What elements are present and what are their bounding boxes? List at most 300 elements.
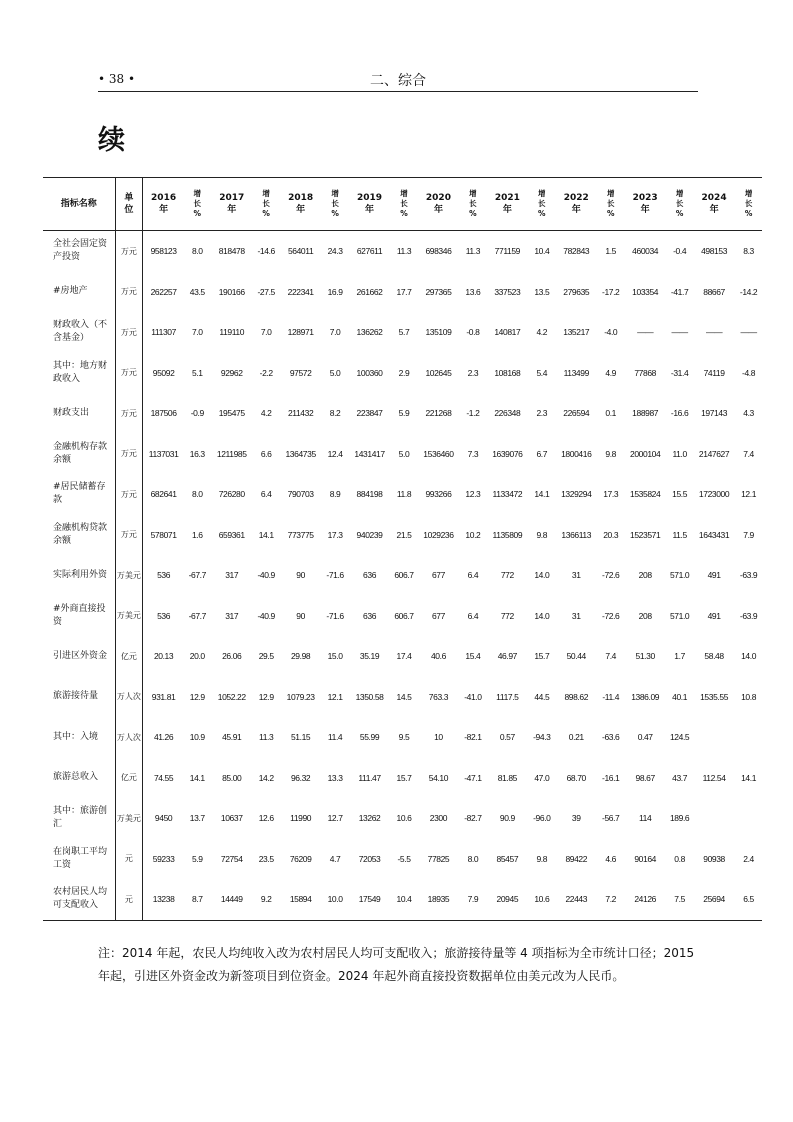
value-cell: 10 xyxy=(434,732,443,743)
unit-cell: 万人次 xyxy=(115,677,143,718)
growth-cell: 15.7 xyxy=(396,772,412,783)
indicator-name: 引进区外资金 xyxy=(43,636,115,677)
growth-cell: -94.3 xyxy=(533,732,551,743)
value-cell: 97572 xyxy=(289,367,312,378)
footnote: 注：2014 年起，农民人均纯收入改为农村居民人均可支配收入；旅游接待量等 4 项指标为全市统计口径；2015 年起，引进区外资金改为新签项目到位资金。2024 年起外商直接投资数据单位由美元改为人民币。 xyxy=(98,946,695,983)
value-cell: 135109 xyxy=(425,327,452,338)
table-body xyxy=(43,231,762,921)
unit-cell: 亿元 xyxy=(115,758,143,799)
growth-cell: 17.3 xyxy=(603,489,619,500)
growth-cell: 2.4 xyxy=(743,853,754,864)
value-cell: 35.19 xyxy=(359,651,380,662)
column-header: 增 长 % xyxy=(184,178,211,231)
growth-cell: -31.4 xyxy=(670,367,689,378)
value-cell: 818478 xyxy=(218,246,245,257)
column-header: 2021 年 xyxy=(486,178,528,231)
unit-cell: 万元 xyxy=(115,231,143,272)
table-row xyxy=(43,434,762,475)
indicator-name: 财政收入（不含基金） xyxy=(43,312,115,353)
value-cell: 108168 xyxy=(494,367,521,378)
value-cell: 208 xyxy=(638,610,652,621)
value-cell: 20.13 xyxy=(153,651,174,662)
growth-cell: 14.1 xyxy=(534,489,550,500)
value-cell: 1350.58 xyxy=(355,691,384,702)
column-header: 增 长 % xyxy=(666,178,693,231)
value-cell: 31 xyxy=(571,570,581,581)
growth-cell: -16.6 xyxy=(670,408,689,419)
column-header: 增 长 % xyxy=(253,178,280,231)
value-cell: 113499 xyxy=(563,367,589,378)
value-cell: 1329294 xyxy=(561,489,592,500)
value-cell: 1800416 xyxy=(561,448,592,459)
value-cell: 102645 xyxy=(425,367,452,378)
growth-cell: -56.7 xyxy=(602,813,620,824)
growth-cell: 606.7 xyxy=(394,610,414,621)
growth-cell: -67.7 xyxy=(188,610,206,621)
value-cell: 221268 xyxy=(425,408,452,419)
value-cell: 20945 xyxy=(486,879,528,920)
growth-cell: 10.6 xyxy=(528,879,555,920)
value-cell: 51.15 xyxy=(290,732,311,743)
growth-cell: -4.0 xyxy=(604,327,618,338)
indicator-name: 其中：地方财政收入 xyxy=(43,353,115,394)
unit-cell: 万美元 xyxy=(115,596,143,637)
growth-cell: -17.2 xyxy=(602,286,620,297)
value-cell: 51.30 xyxy=(635,651,655,662)
growth-cell: 10.4 xyxy=(534,246,550,257)
growth-cell: 20.0 xyxy=(189,651,205,662)
table-row xyxy=(43,717,762,758)
column-header: 2018 年 xyxy=(280,178,322,231)
column-header: 2019 年 xyxy=(348,178,390,231)
value-cell: 90 xyxy=(296,610,305,621)
table-header-row xyxy=(43,178,762,231)
growth-cell: 12.4 xyxy=(327,448,343,459)
value-cell: 0.57 xyxy=(499,732,515,743)
value-cell: 119110 xyxy=(219,327,245,338)
growth-cell: 7.4 xyxy=(605,651,617,662)
value-cell: 491 xyxy=(707,610,721,621)
table-row xyxy=(43,515,762,556)
value-cell: 17549 xyxy=(348,879,390,920)
value-cell: 1211985 xyxy=(216,448,247,459)
growth-cell: 2.9 xyxy=(398,367,410,378)
value-cell: 59233 xyxy=(152,853,175,864)
value-cell: 26.06 xyxy=(222,651,242,662)
growth-cell: 8.2 xyxy=(329,408,341,419)
value-cell: —— xyxy=(637,327,654,338)
value-cell: 72754 xyxy=(220,853,243,864)
unit-cell: 万元 xyxy=(115,434,143,475)
value-cell: 993266 xyxy=(425,489,452,500)
growth-cell: 8.9 xyxy=(329,489,341,500)
value-cell: 782843 xyxy=(563,246,590,257)
table-row xyxy=(43,474,762,515)
growth-cell: -63.9 xyxy=(739,570,758,581)
value-cell: 1536460 xyxy=(423,448,454,459)
value-cell: 1079.23 xyxy=(286,691,315,702)
growth-cell: -71.6 xyxy=(326,570,344,581)
unit-cell: 万美元 xyxy=(115,555,143,596)
growth-cell: 13.7 xyxy=(189,813,205,824)
growth-cell: 9.8 xyxy=(605,448,617,459)
value-cell: 9450 xyxy=(154,813,173,824)
growth-cell: -82.7 xyxy=(464,813,482,824)
value-cell: 208 xyxy=(638,570,652,581)
value-cell xyxy=(693,717,735,758)
growth-cell: 8.7 xyxy=(184,879,211,920)
growth-cell: —— xyxy=(671,327,688,338)
growth-cell: 43.7 xyxy=(672,772,688,783)
growth-cell: 12.7 xyxy=(327,813,343,824)
unit-cell: 万元 xyxy=(115,393,143,434)
growth-cell: 11.0 xyxy=(672,448,687,459)
growth-cell: -63.9 xyxy=(739,610,758,621)
value-cell: 24126 xyxy=(624,879,666,920)
value-cell: 564011 xyxy=(287,246,314,257)
growth-cell: 11.4 xyxy=(327,732,343,743)
value-cell: 1535.55 xyxy=(700,691,729,702)
value-cell: 297365 xyxy=(425,286,452,297)
growth-cell: 11.5 xyxy=(672,529,687,540)
value-cell: 636 xyxy=(363,570,377,581)
section-title: 二、综合 xyxy=(370,73,426,89)
growth-cell: 10.0 xyxy=(322,879,349,920)
column-header: 指标名称 xyxy=(43,178,115,231)
table-row xyxy=(43,677,762,718)
value-cell: 128971 xyxy=(287,327,314,338)
value-cell: 1639076 xyxy=(492,448,523,459)
growth-cell: 14.1 xyxy=(258,529,274,540)
column-header: 增 长 % xyxy=(597,178,624,231)
growth-cell: -72.6 xyxy=(602,610,620,621)
growth-cell: 7.4 xyxy=(743,448,754,459)
value-cell: 1052.22 xyxy=(217,691,246,702)
unit-cell: 万元 xyxy=(115,515,143,556)
table-row xyxy=(43,231,762,272)
growth-cell: -16.1 xyxy=(602,772,620,783)
value-cell: 140817 xyxy=(494,327,521,338)
growth-cell: -67.7 xyxy=(188,570,206,581)
value-cell: 111.47 xyxy=(358,772,381,783)
growth-cell: 14.1 xyxy=(189,772,205,783)
value-cell: 45.91 xyxy=(222,732,242,743)
growth-cell: 9.2 xyxy=(253,879,280,920)
value-cell: 1137031 xyxy=(148,448,179,459)
value-cell: 226594 xyxy=(563,408,590,419)
growth-cell: 5.0 xyxy=(329,367,341,378)
indicator-name: 实际利用外资 xyxy=(43,555,115,596)
value-cell: 0.21 xyxy=(568,732,584,743)
value-cell: 1431417 xyxy=(354,448,385,459)
growth-cell: 7.3 xyxy=(467,448,479,459)
growth-cell: 6.5 xyxy=(735,879,762,920)
value-cell xyxy=(693,798,735,839)
value-cell: 111307 xyxy=(151,327,176,338)
column-header: 2017 年 xyxy=(211,178,253,231)
growth-cell: 7.0 xyxy=(260,327,272,338)
value-cell: 627611 xyxy=(356,246,383,257)
growth-cell: 124.5 xyxy=(669,732,690,743)
value-cell: 95092 xyxy=(152,367,175,378)
growth-cell: 6.6 xyxy=(260,448,272,459)
value-cell: 90164 xyxy=(634,853,656,864)
growth-cell: 571.0 xyxy=(669,610,690,621)
value-cell: 1135809 xyxy=(492,529,523,540)
growth-cell: 5.1 xyxy=(191,367,203,378)
unit-cell: 元 xyxy=(115,839,143,880)
value-cell: 726280 xyxy=(218,489,245,500)
growth-cell: 4.6 xyxy=(605,853,617,864)
value-cell: 114 xyxy=(638,813,652,824)
growth-cell: -82.1 xyxy=(464,732,482,743)
value-cell: 112.54 xyxy=(702,772,726,783)
page-number: • 38 • xyxy=(98,72,136,86)
value-cell: 40.6 xyxy=(430,651,446,662)
table-row xyxy=(43,758,762,799)
value-cell: 88667 xyxy=(703,286,725,297)
growth-cell: 15.0 xyxy=(327,651,343,662)
growth-cell: 8.0 xyxy=(467,853,479,864)
growth-cell: 12.9 xyxy=(258,691,274,702)
growth-cell: 1.5 xyxy=(605,246,617,257)
value-cell: 18935 xyxy=(417,879,459,920)
table-row xyxy=(43,353,762,394)
unit-cell: 万人次 xyxy=(115,717,143,758)
column-header: 增 长 % xyxy=(735,178,762,231)
growth-cell: 571.0 xyxy=(669,570,690,581)
continued-label: 续 xyxy=(98,125,125,156)
growth-cell: -71.6 xyxy=(326,610,344,621)
indicator-name: 旅游接待量 xyxy=(43,677,115,718)
column-header: 2020 年 xyxy=(417,178,459,231)
value-cell: 11990 xyxy=(290,813,312,824)
value-cell: 1117.5 xyxy=(496,691,519,702)
growth-cell: —— xyxy=(740,327,757,338)
growth-cell: 9.8 xyxy=(536,853,548,864)
unit-cell: 亿元 xyxy=(115,636,143,677)
value-cell: 77868 xyxy=(634,367,656,378)
value-cell: 187506 xyxy=(150,408,177,419)
value-cell: 677 xyxy=(431,570,445,581)
indicator-name: 在岗职工平均工资 xyxy=(43,839,115,880)
column-header: 2022 年 xyxy=(555,178,597,231)
growth-cell: 7.0 xyxy=(329,327,341,338)
value-cell: 536 xyxy=(157,570,171,581)
indicator-name: 旅游总收入 xyxy=(43,758,115,799)
unit-cell: 万元 xyxy=(115,474,143,515)
value-cell: 103354 xyxy=(632,286,659,297)
growth-cell: 23.5 xyxy=(258,853,274,864)
growth-cell: 11.3 xyxy=(259,732,274,743)
value-cell: 55.99 xyxy=(359,732,380,743)
value-cell: 1133472 xyxy=(492,489,523,500)
value-cell: 0.47 xyxy=(637,732,653,743)
indicator-name: 金融机构存款余额 xyxy=(43,434,115,475)
growth-cell: 8.0 xyxy=(191,489,203,500)
value-cell: 76209 xyxy=(289,853,312,864)
growth-cell: 8.0 xyxy=(191,246,203,257)
growth-cell: 6.7 xyxy=(536,448,548,459)
statistics-table xyxy=(43,177,762,921)
growth-cell: -72.6 xyxy=(602,570,620,581)
growth-cell: 29.5 xyxy=(258,651,274,662)
growth-cell: 15.5 xyxy=(672,489,688,500)
value-cell: 1366113 xyxy=(561,529,592,540)
value-cell: 261662 xyxy=(356,286,383,297)
value-cell: 13262 xyxy=(358,813,381,824)
value-cell: 1364735 xyxy=(285,448,316,459)
column-header: 增 长 % xyxy=(391,178,418,231)
value-cell: 790703 xyxy=(287,489,314,500)
column-header: 2016 年 xyxy=(143,178,184,231)
value-cell: 578071 xyxy=(150,529,177,540)
value-cell: 77825 xyxy=(427,853,450,864)
growth-cell: 43.5 xyxy=(189,286,205,297)
growth-cell: 5.0 xyxy=(398,448,410,459)
value-cell: 1523571 xyxy=(630,529,661,540)
growth-cell: 9.8 xyxy=(536,529,548,540)
value-cell: 772 xyxy=(500,570,514,581)
value-cell: 1386.09 xyxy=(631,691,660,702)
value-cell: 46.97 xyxy=(497,651,517,662)
growth-cell: 14.0 xyxy=(534,570,550,581)
table-row xyxy=(43,879,762,920)
growth-cell: 44.5 xyxy=(534,691,550,702)
value-cell: 2000104 xyxy=(630,448,661,459)
value-cell: 1029236 xyxy=(423,529,454,540)
growth-cell: 12.1 xyxy=(327,691,343,702)
growth-cell: 17.7 xyxy=(396,286,412,297)
value-cell: 96.32 xyxy=(290,772,311,783)
unit-cell: 万元 xyxy=(115,353,143,394)
growth-cell: 10.4 xyxy=(391,879,418,920)
growth-cell: -4.8 xyxy=(742,367,756,378)
growth-cell: 15.7 xyxy=(534,651,550,662)
value-cell: 74119 xyxy=(703,367,725,378)
value-cell: 763.3 xyxy=(428,691,449,702)
table-row xyxy=(43,839,762,880)
value-cell: 10637 xyxy=(220,813,243,824)
growth-cell: 5.9 xyxy=(191,853,203,864)
growth-cell: -14.6 xyxy=(257,246,275,257)
value-cell: 100360 xyxy=(356,367,383,378)
value-cell: 223847 xyxy=(356,408,383,419)
value-cell: 659361 xyxy=(218,529,245,540)
growth-cell: -41.0 xyxy=(464,691,482,702)
value-cell: 317 xyxy=(225,570,239,581)
value-cell: 771159 xyxy=(494,246,521,257)
growth-cell: 9.5 xyxy=(398,732,410,743)
growth-cell: 7.5 xyxy=(666,879,693,920)
value-cell: 884198 xyxy=(356,489,383,500)
growth-cell: 5.9 xyxy=(398,408,410,419)
growth-cell: -2.2 xyxy=(259,367,273,378)
growth-cell: -0.8 xyxy=(466,327,480,338)
growth-cell: 6.4 xyxy=(467,610,479,621)
column-header: 单 位 xyxy=(115,178,143,231)
value-cell: 337523 xyxy=(494,286,521,297)
table-row xyxy=(43,636,762,677)
growth-cell: 14.0 xyxy=(534,610,550,621)
growth-cell: 12.9 xyxy=(189,691,205,702)
growth-cell: -96.0 xyxy=(533,813,551,824)
growth-cell xyxy=(735,798,762,839)
growth-cell: 11.3 xyxy=(465,246,481,257)
growth-cell: 10.2 xyxy=(465,529,481,540)
unit-cell: 万美元 xyxy=(115,798,143,839)
growth-cell: 24.3 xyxy=(327,246,343,257)
growth-cell: -27.5 xyxy=(257,286,275,297)
growth-cell: 47.0 xyxy=(534,772,550,783)
growth-cell: 13.6 xyxy=(465,286,481,297)
growth-cell: 16.9 xyxy=(327,286,343,297)
growth-cell: 10.8 xyxy=(741,691,757,702)
growth-cell: -0.9 xyxy=(190,408,204,419)
value-cell: 195475 xyxy=(218,408,245,419)
value-cell: 72053 xyxy=(358,853,381,864)
unit-cell: 元 xyxy=(115,879,143,920)
value-cell: 931.81 xyxy=(151,691,176,702)
growth-cell: 20.3 xyxy=(603,529,619,540)
growth-cell: -14.2 xyxy=(739,286,758,297)
value-cell: 54.10 xyxy=(428,772,449,783)
column-header: 增 长 % xyxy=(528,178,555,231)
growth-cell: 4.2 xyxy=(260,408,272,419)
value-cell: 222341 xyxy=(287,286,314,297)
growth-cell: 13.3 xyxy=(327,772,343,783)
growth-cell: 21.5 xyxy=(396,529,412,540)
value-cell: 81.85 xyxy=(497,772,517,783)
value-cell: 85457 xyxy=(496,853,519,864)
unit-cell: 万元 xyxy=(115,272,143,313)
growth-cell: -0.4 xyxy=(673,246,687,257)
value-cell: 90 xyxy=(296,570,305,581)
growth-cell: 40.1 xyxy=(672,691,688,702)
value-cell: 498153 xyxy=(701,246,728,257)
indicator-name: 金融机构贷款余额 xyxy=(43,515,115,556)
growth-cell: 15.4 xyxy=(465,651,481,662)
value-cell: 41.26 xyxy=(153,732,174,743)
growth-cell: 7.9 xyxy=(460,879,487,920)
header-divider xyxy=(98,91,698,92)
table-row xyxy=(43,555,762,596)
growth-cell: 14.5 xyxy=(396,691,412,702)
growth-cell: 6.4 xyxy=(467,570,479,581)
growth-cell: 12.6 xyxy=(258,813,274,824)
growth-cell: 11.8 xyxy=(396,489,412,500)
value-cell: 89422 xyxy=(565,853,588,864)
value-cell: 188987 xyxy=(632,408,659,419)
growth-cell: 0.8 xyxy=(674,853,685,864)
growth-cell: 606.7 xyxy=(394,570,414,581)
value-cell: 74.55 xyxy=(153,772,174,783)
value-cell: 958123 xyxy=(150,246,177,257)
indicator-name: 农村居民人均可支配收入 xyxy=(43,879,115,920)
growth-cell: 17.4 xyxy=(396,651,412,662)
value-cell: 98.67 xyxy=(635,772,655,783)
growth-cell: 6.4 xyxy=(260,489,272,500)
growth-cell: 11.3 xyxy=(396,246,412,257)
growth-cell: 13.5 xyxy=(534,286,550,297)
growth-cell: -5.5 xyxy=(397,853,411,864)
unit-cell: 万元 xyxy=(115,312,143,353)
indicator-name: #房地产 xyxy=(43,272,115,313)
growth-cell: 7.9 xyxy=(743,529,754,540)
value-cell: 68.70 xyxy=(566,772,586,783)
indicator-name: 全社会固定资产投资 xyxy=(43,231,115,272)
growth-cell: 5.7 xyxy=(398,327,410,338)
